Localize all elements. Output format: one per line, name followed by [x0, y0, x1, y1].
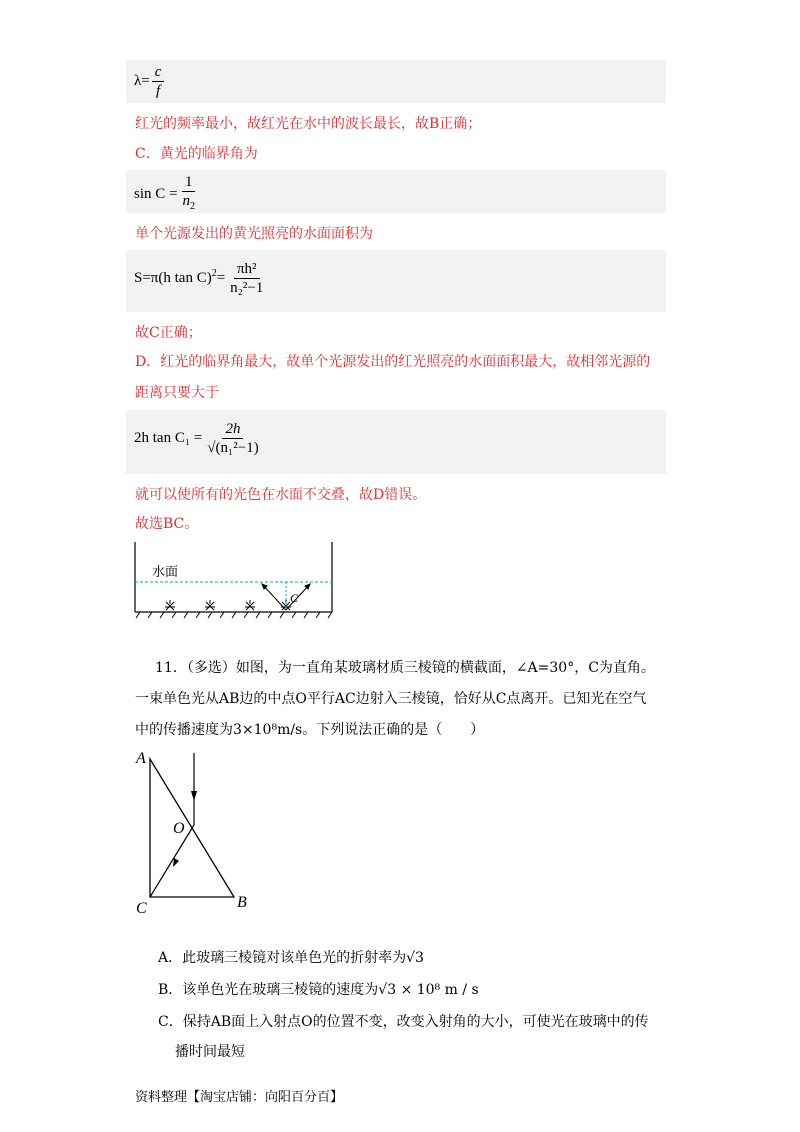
frac-num: 1 — [182, 173, 196, 192]
frac-den: √(n₁²−1) — [207, 440, 259, 456]
frac-num: πh² — [234, 260, 260, 279]
formula-eq: = — [216, 269, 226, 286]
frac-den-base: n — [182, 193, 190, 209]
critical-angle-label: C — [290, 591, 299, 605]
formula-lhs: 2h tan C₁ = — [134, 429, 203, 446]
frac-den: n₂²−1 — [230, 280, 264, 296]
option-c-line-2: 播时间最短 — [175, 1044, 245, 1060]
vertex-label-a: A — [136, 750, 146, 767]
text-red-frequency: 红光的频率最小，故红光在水中的波长最长，故B正确； — [135, 116, 482, 132]
refracted-ray — [150, 825, 194, 897]
text-d-wrong: 就可以使所有的光色在水面不交叠，故D错误。 — [135, 487, 427, 503]
figure-water-tank — [130, 540, 340, 620]
formula-box-area — [126, 250, 666, 312]
question-line-3: 中的传播速度为3×10⁸m/s。下列说法正确的是（ ） — [135, 722, 485, 738]
frac-num: c — [152, 63, 165, 82]
formula-sup: 2 — [211, 267, 217, 279]
vertex-label-c: C — [136, 900, 147, 917]
point-label-o: O — [173, 820, 185, 837]
formula-critical-angle — [134, 173, 200, 216]
frac-num: 2h — [222, 420, 243, 439]
text-area: 单个光源发出的黄光照亮的水面面积为 — [135, 226, 373, 242]
frac-den-sub: 2 — [189, 201, 195, 212]
text-choose: 故选BC。 — [135, 516, 199, 532]
text-c-correct: 故C正确； — [135, 325, 202, 341]
option-b: B．该单色光在玻璃三棱镜的速度为√3 × 10⁸ m / s — [158, 982, 479, 998]
formula-box-distance — [126, 410, 666, 474]
formula-box-critical-angle — [126, 170, 666, 213]
water-surface-label: 水面 — [152, 564, 179, 579]
footer-source: 资料整理【淘宝店铺：向阳百分百】 — [135, 1090, 344, 1105]
formula-wavelength — [134, 63, 166, 100]
refracted-arrow — [173, 858, 179, 867]
figure-prism — [130, 745, 270, 917]
question-line-2: 一束单色光从AB边的中点O平行AC边射入三棱镜，恰好从C点离开。已知光在空气 — [135, 691, 647, 707]
light-sources — [165, 600, 291, 610]
option-a: A．此玻璃三棱镜对该单色光的折射率为√3 — [158, 950, 424, 966]
formula-lhs: sin C = — [134, 185, 178, 202]
formula-box-wavelength — [126, 60, 666, 103]
incident-arrow — [191, 791, 197, 801]
text-option-d-2: 距离只要大于 — [135, 385, 219, 401]
formula-lhs: λ= — [134, 72, 150, 89]
frac-den: f — [155, 83, 161, 99]
formula-distance — [134, 420, 264, 457]
tank-bottom-hatching — [136, 612, 332, 618]
formula-lhs: S=π(h tan C) — [134, 269, 212, 286]
text-option-d-1: D．红光的临界角最大，故单个光源发出的红光照亮的水面面积最大，故相邻光源的 — [135, 354, 651, 370]
option-c-line-1: C．保持AB面上入射点O的位置不变，改变入射角的大小，可使光在玻璃中的传 — [158, 1014, 649, 1030]
formula-area — [134, 260, 268, 297]
vertex-label-b: B — [237, 894, 247, 911]
question-line-1: 11．（多选）如图，为一直角某玻璃材质三棱镜的横截面，∠A=30°，C为直角。 — [155, 660, 655, 676]
text-option-c-head: C．黄光的临界角为 — [135, 146, 258, 162]
